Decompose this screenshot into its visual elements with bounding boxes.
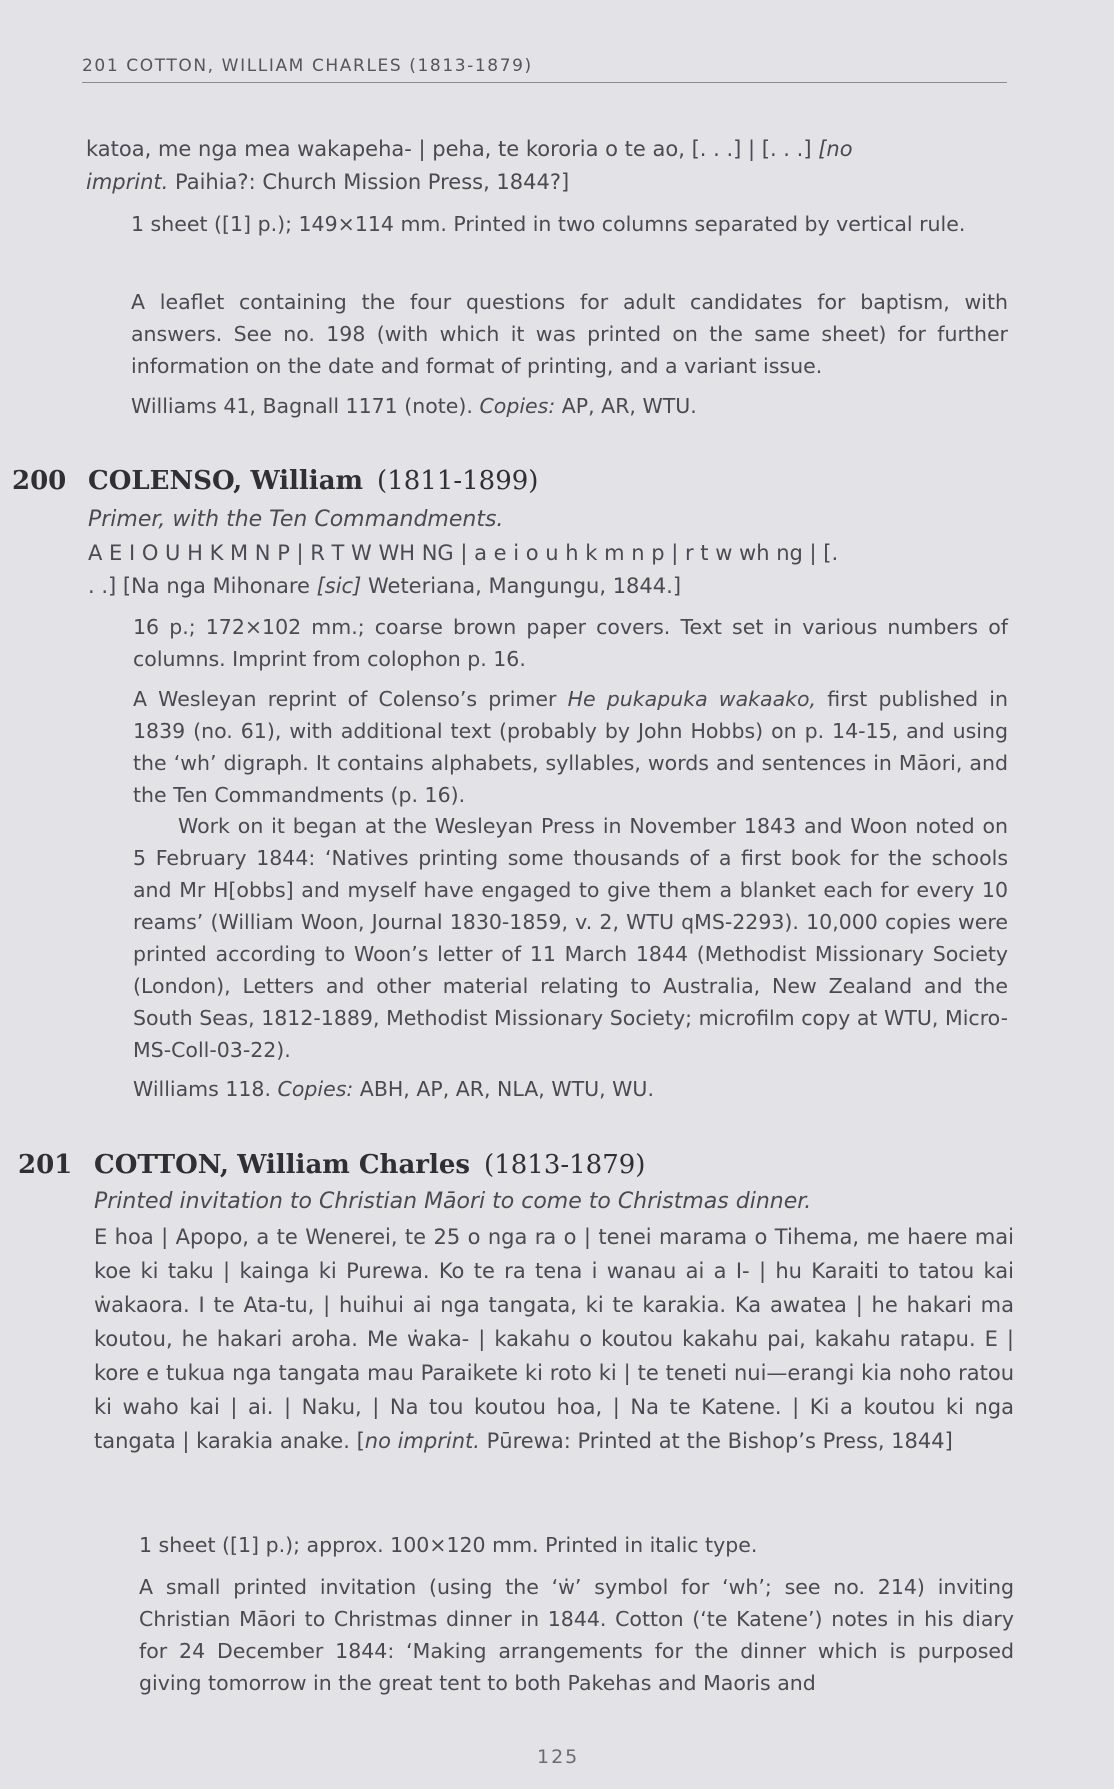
entry-201-dates: (1813-1879): [484, 1150, 646, 1180]
entry-200-transcription: [88, 537, 1008, 603]
entry-200-note1-b: first published in 1839 (no. 61), with additional text (probably by John Hobbs) on p. 14-15, and using the ‘wh’ digraph. It contains alphabets, syllables, words and sentences in Māori, and the Ten Commandments (p. 16).: [133, 687, 1008, 807]
entry-201-physical-description: 1 sheet ([1] p.); approx. 100×120 mm. Printed in italic type.: [139, 1533, 758, 1557]
entry-200-transcription-line2b: Weteriana, Mangungu, 1844.]: [361, 574, 682, 598]
entry-200-refs-lead: Williams 118.: [133, 1077, 271, 1101]
entry-200-transcription-line1: A E I O U H K M N P | R T W WH NG | a e i o u h k m n p | r t w wh ng | [.: [88, 541, 839, 565]
entry-201-number: 201: [18, 1150, 73, 1180]
page-number: 125: [537, 1746, 580, 1768]
entry-201-surname: COTTON,: [94, 1150, 229, 1180]
entry-200-references: [133, 1073, 1008, 1105]
continued-title-line1: katoa, me nga mea wakapeha- | peha, te kororia o te ao, [. . .] | [. . .]: [86, 137, 812, 161]
entry-200-copies-label: Copies:: [277, 1077, 354, 1101]
entry-200-title: Primer, with the Ten Commandments.: [88, 507, 504, 532]
entry-200-note1-a: A Wesleyan reprint of Colenso’s primer: [133, 687, 568, 711]
entry-201-no-imprint: no imprint.: [364, 1429, 480, 1453]
entry-200-note1-italic: He pukapuka wakaako,: [567, 687, 817, 711]
entry-201-transcription: [94, 1220, 1014, 1458]
entry-200-surname: COLENSO,: [88, 466, 243, 496]
entry-201-forename: William Charles: [237, 1150, 471, 1180]
continued-imprint-italic: imprint.: [86, 170, 169, 194]
continued-refs-lead: Williams 41, Bagnall 1171 (note).: [131, 394, 473, 418]
entry-200-forename: William: [250, 466, 364, 496]
entry-200-note-1: [133, 683, 1008, 811]
continued-note: A leaflet containing the four questions for adult candidates for baptism, with answers. See no. 198 (with which it was printed on the same sheet) for further information on the date and format of printing, and a variant issue.: [131, 290, 1008, 378]
entry-200-copies: ABH, AP, AR, NLA, WTU, WU.: [353, 1077, 654, 1101]
continued-copies: AP, AR, WTU.: [555, 394, 697, 418]
entry-201-author: [94, 1150, 645, 1180]
entry-200-physical-description: 16 p.; 172×102 mm.; coarse brown paper covers. Text set in various numbers of columns. Imprint from colophon p. 16.: [133, 615, 1008, 671]
entry-201-transcription-a: E hoa | Apopo, a te Wenerei, te 25 o nga ra o | tenei marama o Tihema, me haere mai koe ki taku | kainga ki Purewa. Ko te ra tena i wanau ai a I- | hu Karaiti to tatou kai ẇakaora. I te Ata-tu, | huihui ai nga tangata, ki te karakia. Ka awatea | he hakari ma koutou, he hakari aroha. Me ẇaka- | kakahu o koutou kakahu pai, kakahu ratapu. E | kore e tukua nga tangata mau Paraikete ki roto ki | te teneti nui—erangi kia noho ratou ki waho kai | ai. | Naku, | Na tou koutou hoa, | Na te Katene. | Ki a koutou ki nga tangata | karakia anake. [: [94, 1225, 1014, 1453]
continued-references: [131, 390, 1008, 422]
entry-200-author: [88, 466, 538, 496]
continued-title: [86, 133, 990, 199]
continued-copies-label: Copies:: [479, 394, 556, 418]
entry-200-dates: (1811-1899): [377, 466, 539, 496]
entry-200-note-2: Work on it began at the Wesleyan Press in November 1843 and Woon noted on 5 February 1844: ‘Natives printing some thousands of a first book for the schools and Mr H[obbs] and myself have engaged to give them a blanket each for every 10 reams’ (William Woon, Journal 1830-1859, v. 2, WTU qMS-2293). 10,000 copies were printed according to Woon’s letter of 11 March 1844 (Methodist Missionary Society (London), Letters and other material relating to Australia, New Zealand and the South Seas, 1812-1889, Methodist Missionary Society; microfilm copy at WTU, Micro-MS-Coll-03-22).: [133, 814, 1008, 1062]
entry-201-transcription-b: Pūrewa: Printed at the Bishop’s Press, 1844]: [479, 1429, 953, 1453]
entry-201-note: A small printed invitation (using the ‘ẇ’ symbol for ‘wh’; see no. 214) inviting Christian Māori to Christmas dinner in 1844. Cotton (‘te Katene’) notes in his diary for 24 December 1844: ‘Making arrangements for the dinner which is purposed giving tomorrow in the great tent to both Pakehas and Maoris and: [139, 1575, 1014, 1695]
entry-200-number: 200: [12, 466, 67, 496]
continued-no-imprint-label: [no: [818, 137, 853, 161]
entry-201-title: Printed invitation to Christian Māori to come to Christmas dinner.: [94, 1189, 812, 1214]
continued-imprint-text: Paihia?: Church Mission Press, 1844?]: [168, 170, 570, 194]
entry-200-transcription-line2a: . .] [Na nga Mihonare: [88, 574, 317, 598]
running-head: 201 COTTON, WILLIAM CHARLES (1813-1879): [82, 56, 1007, 83]
continued-physical-description: 1 sheet ([1] p.); 149×114 mm. Printed in two columns separated by vertical rule.: [131, 212, 966, 236]
entry-200-sic: [sic]: [316, 574, 362, 598]
